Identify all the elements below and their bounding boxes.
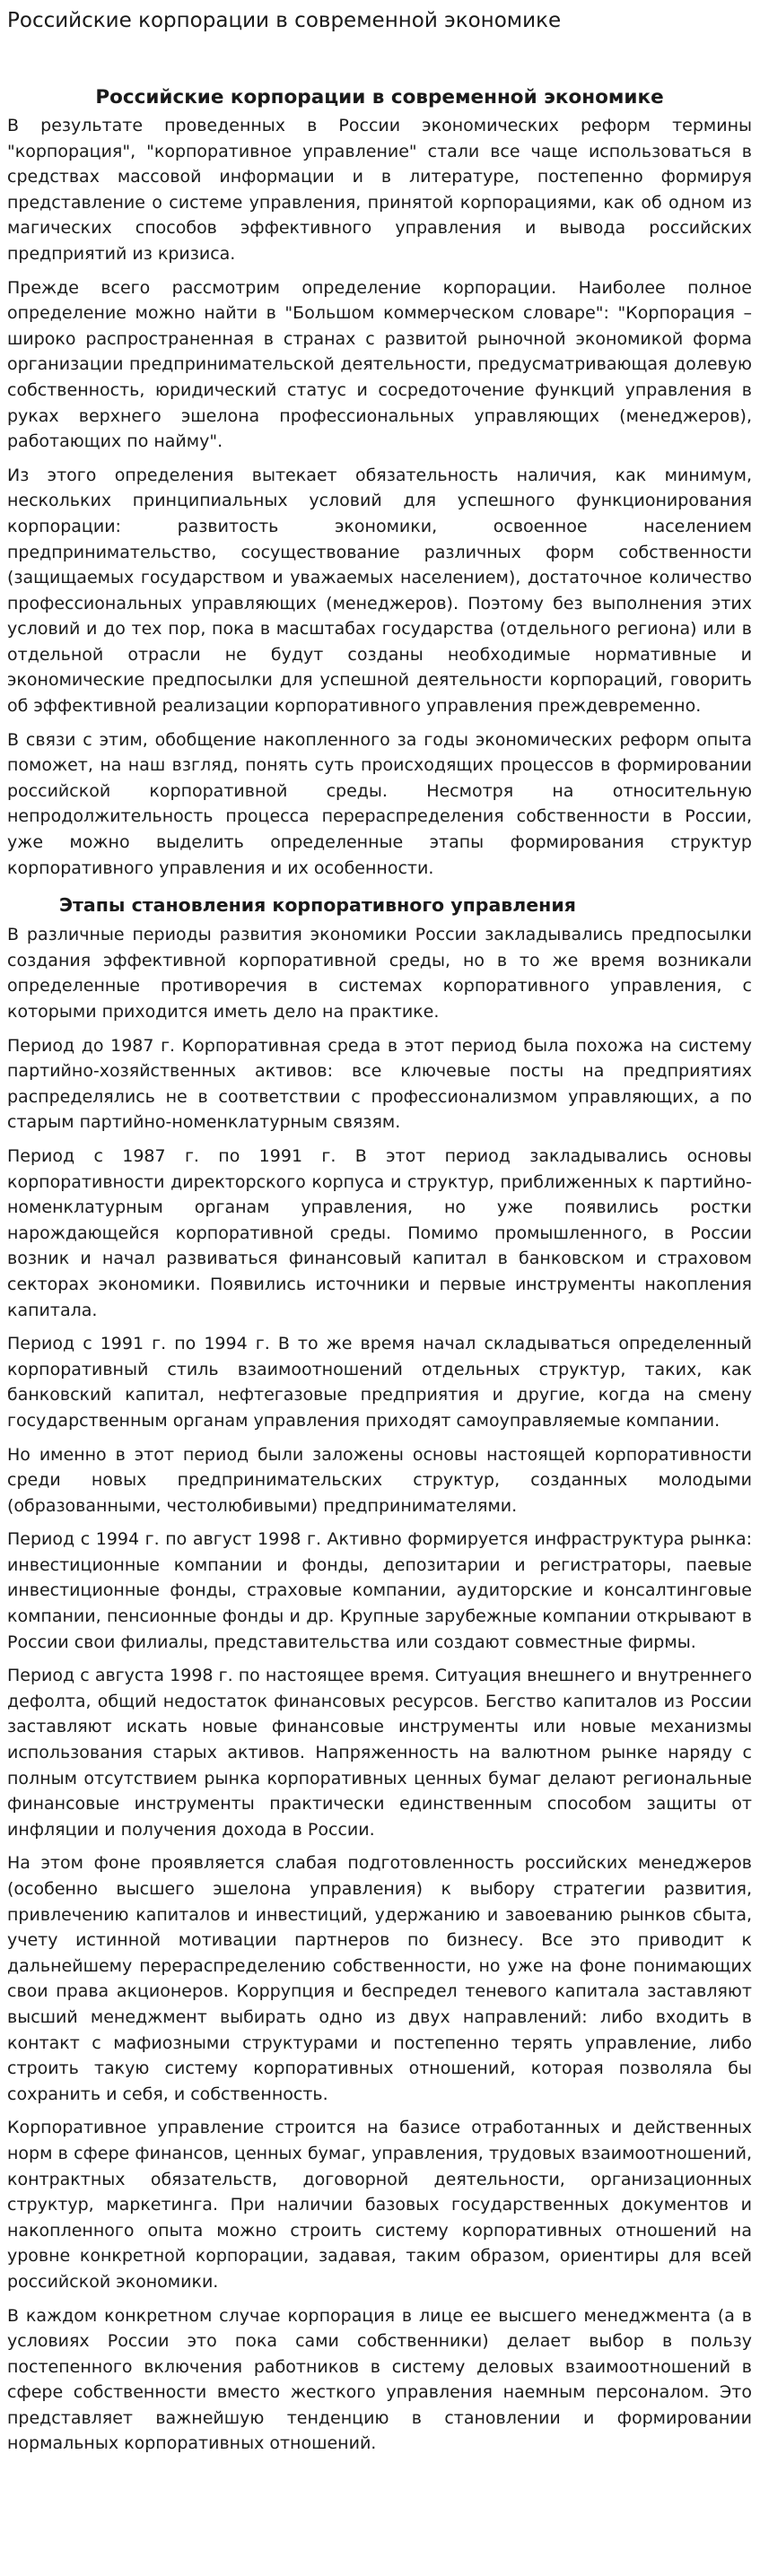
article-heading: Российские корпорации в современной экономике: [95, 86, 664, 109]
paragraph: Период до 1987 г. Корпоративная среда в этот период была похожа на систему партийно-хозяйственных активов: все ключевые посты на предприятиях распределялись не в соответствии с профессионализмом управляющих, а по старым партийно-номенклатурным связям.: [7, 1035, 752, 1133]
stages-section: [7, 922, 752, 2457]
paragraph: Период с 1994 г. по август 1998 г. Активно формируется инфраструктура рынка: инвестиционные компании и фонды, депозитарии и регистраторы, паевые инвестиционные фонды, страховые компании, аудиторские и консалтинговые компании, пенсионные фонды и др. Крупные зарубежные компании открывают в России свои филиалы, представительства или создают совместные фирмы.: [7, 1529, 752, 1652]
paragraph: В различные периоды развития экономики России закладывались предпосылки создания эффективной корпоративной среды, но в то же время возникали определенные противоречия в системах корпоративного управления, с которыми приходится иметь дело на практике.: [7, 925, 752, 1022]
paragraph: В результате проведенных в России экономических реформ термины "корпорация", "корпоративное управление" стали все чаще использоваться в средствах массовой информации и в литературе, постепенно формируя представление о системе управления, принятой корпорациями, как об одном из магических способов эффективного управления и вывода российских предприятий из кризиса.: [7, 116, 752, 264]
paragraph: Корпоративное управление строится на базисе отработанных и действенных норм в сфере финансов, ценных бумаг, управления, трудовых взаимоотношений, контрактных обязательств, договорной деятельности, организационных структур, маркетинга. При наличии базовых государственных документов и накопленного опыта можно строить систему корпоративных отношений на уровне конкретной корпорации, задавая, таким образом, ориентиры для всей российской экономики.: [7, 2118, 752, 2292]
paragraph: Период с августа 1998 г. по настоящее время. Ситуация внешнего и внутреннего дефолта, общий недостаток финансовых ресурсов. Бегство капиталов из России заставляют искать новые финансовые инструменты или новые механизмы использования старых активов. Напряженность на валютном рынке наряду с полным отсутствием рынка корпоративных ценных бумаг делают региональные финансовые инструменты практически единственным способом защиты от инфляции и получения дохода в России.: [7, 1666, 752, 1840]
paragraph: На этом фоне проявляется слабая подготовленность российских менеджеров (особенно высшего эшелона управления) к выбору стратегии развития, привлечению капиталов и инвестиций, удержанию и завоеванию рынков сбыта, учету истинной мотивации партнеров по бизнесу. Все это приводит к дальнейшему перераспределению собственности, но уже на фоне понимающих свои права акционеров. Коррупция и беспредел теневого капитала заставляют высший менеджмент выбирать одно из двух направлений: либо входить в контакт с мафиозными структурами и постепенно терять управление, либо строить такую систему корпоративных отношений, которая позволяла бы сохранить и себя, и собственность.: [7, 1853, 752, 2104]
paragraph: В связи с этим, обобщение накопленного за годы экономических реформ опыта поможет, на наш взгляд, понять суть происходящих процессов в формировании российской корпоративной среды. Несмотря на относительную непродолжительность процесса перераспределения собственности в России, уже можно выделить определенные этапы формирования структур корпоративного управления и их особенности.: [7, 729, 752, 878]
intro-section: [7, 113, 752, 881]
section-heading: Этапы становления корпоративного управления: [59, 894, 576, 917]
document-page: [0, 9, 760, 2576]
paragraph: Из этого определения вытекает обязательность наличия, как минимум, нескольких принципиальных условий для успешного функционирования корпорации: развитость экономики, освоенное населением предпринимательство, сосуществование различных форм собственности (защищаемых государством и уважаемых населением), достаточное количество профессиональных управляющих (менеджеров). Поэтому без выполнения этих условий и до тех пор, пока в масштабах государства (отдельного региона) или в отдельной отрасли не будут созданы необходимые нормативные и экономические предпосылки для успешной деятельности корпораций, говорить об эффективной реализации корпоративного управления преждевременно.: [7, 465, 752, 717]
document-title: Российские корпорации в современной экономике: [7, 9, 562, 32]
paragraph: В каждом конкретном случае корпорация в лице ее высшего менеджмента (а в условиях России это пока сами собственники) делает выбор в пользу постепенного включения работников в систему деловых взаимоотношений в сфере собственности вместо жесткого управления наемным персоналом. Это представляет важнейшую тенденцию в становлении и формировании нормальных корпоративных отношений.: [7, 2305, 752, 2454]
paragraph: Период с 1987 г. по 1991 г. В этот период закладывались основы корпоративности директорского корпуса и структур, приближенных к партийно-номенклатурным органам управления, но уже появились ростки нарождающейся корпоративной среды. Помимо промышленного, в России возник и начал развиваться финансовый капитал в банковском и страховом секторах экономики. Появились источники и первые инструменты накопления капитала.: [7, 1145, 752, 1320]
paragraph: Но именно в этот период были заложены основы настоящей корпоративности среди новых предпринимательских структур, созданных молодыми (образованными, честолюбивыми) предпринимателями.: [7, 1444, 752, 1516]
paragraph: Период с 1991 г. по 1994 г. В то же время начал складываться определенный корпоративный стиль взаимоотношений отдельных структур, таких, как банковский капитал, нефтегазовые предприятия и другие, когда на смену государственным органам управления приходят самоуправляемые компании.: [7, 1334, 752, 1431]
paragraph: Прежде всего рассмотрим определение корпорации. Наиболее полное определение можно найти в "Большом коммерческом словаре": "Корпорация – широко распространенная в странах с развитой рыночной экономикой форма организации предпринимательской деятельности, предусматривающая долевую собственность, юридический статус и сосредоточение функций управления в руках верхнего эшелона профессиональных управляющих (менеджеров), работающих по найму".: [7, 277, 752, 452]
